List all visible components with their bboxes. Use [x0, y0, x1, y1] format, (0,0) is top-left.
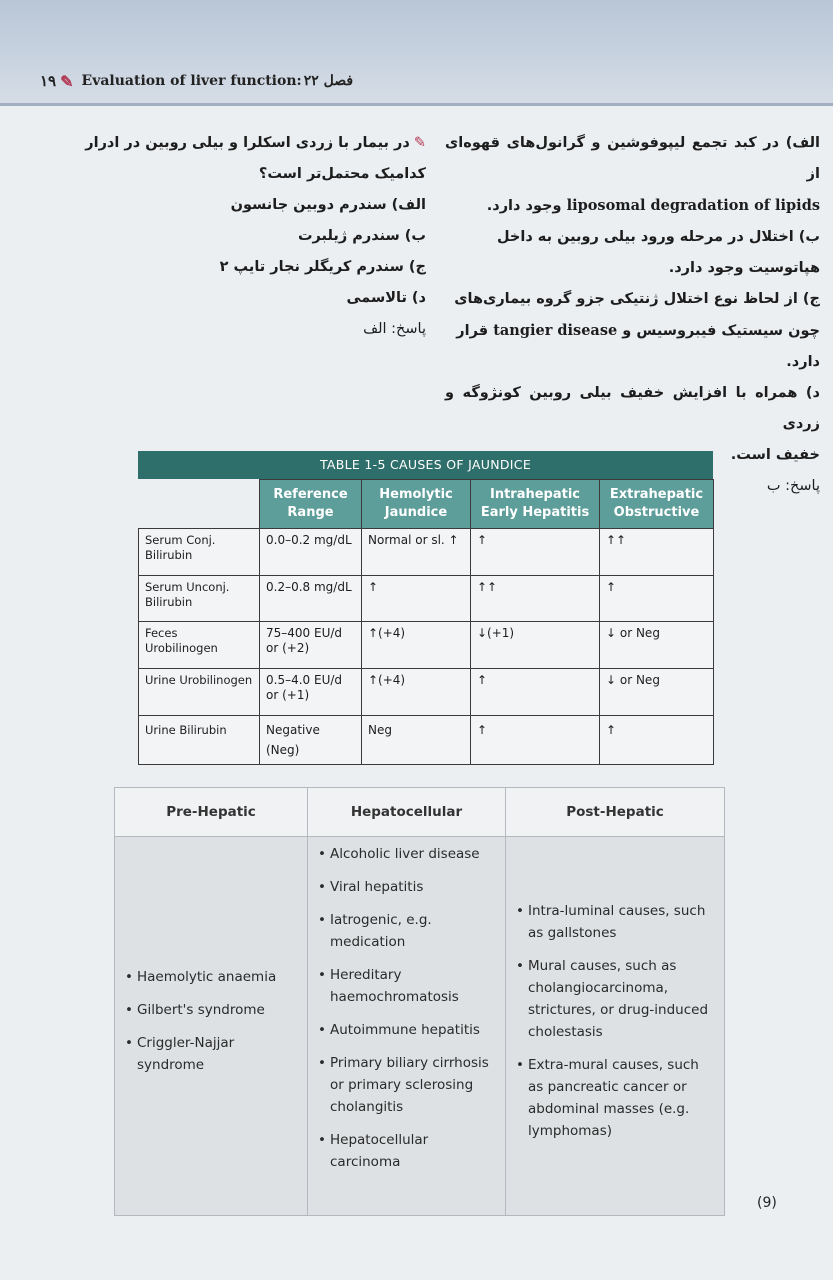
list-item: • Iatrogenic, e.g. medication: [316, 909, 497, 953]
row-label: Urine Bilirubin: [139, 716, 260, 765]
causes-of-jaundice-table: [138, 451, 713, 765]
option-c: ج) از لحاظ نوع اختلال ژنتیکی جزو گروه بیماری‌های چون سیستیک فیبروسیس و tangier disease قرار دارد.: [454, 291, 820, 370]
column-header: Hemolytic Jaundice: [362, 480, 471, 529]
table-cell: 0.5–4.0 EU/d or (+1): [260, 669, 362, 716]
option-a: الف) در کبد تجمع لیپوفوشین و گرانول‌های قهوه‌ای از liposomal degradation of lipids وجود دارد.: [445, 135, 820, 214]
table-row: [139, 529, 714, 576]
option-d: د) تالاسمی: [346, 290, 426, 306]
page-number: ۱۹: [40, 72, 57, 90]
header-rule: [0, 103, 833, 106]
table-cell: Normal or sl. ↑: [362, 529, 471, 576]
column-header: Intrahepatic Early Hepatitis: [471, 480, 600, 529]
question-stem: ✎در بیمار با زردی اسکلرا و بیلی روبین در ادرار کدامیک محتمل‌تر است؟: [85, 135, 426, 182]
option-a: الف) سندرم دوبین جانسون: [230, 197, 426, 213]
table-cell: 0.2–0.8 mg/dL: [260, 576, 362, 622]
table-row: [139, 716, 714, 765]
list-item: • Primary biliary cirrhosis or primary sclerosing cholangitis: [316, 1052, 497, 1118]
option-c: ج) سندرم کریگلر نجار تایپ ۲: [219, 259, 426, 275]
table-cell: Negative (Neg): [260, 716, 362, 765]
figure-number: (9): [757, 1195, 777, 1211]
running-header: [40, 66, 460, 96]
list-item: • Gilbert's syndrome: [123, 999, 299, 1021]
table-row: [139, 669, 714, 716]
table-cell: ↑: [600, 716, 714, 765]
column-header: Hepatocellular: [308, 788, 506, 837]
table-cell: 0.0–0.2 mg/dL: [260, 529, 362, 576]
table-cell: ↑↑: [471, 576, 600, 622]
jaundice-causes-figure: [114, 787, 724, 1216]
latin-term: liposomal degradation of lipids: [566, 197, 820, 214]
question-options-right-column: [445, 128, 820, 502]
list-item: • Alcoholic liver disease: [316, 843, 497, 865]
table-cell: ↓ or Neg: [600, 622, 714, 669]
post-hepatic-cell: [506, 837, 725, 1216]
table-title: TABLE 1-5 CAUSES OF JAUNDICE: [138, 451, 713, 479]
list-item: • Extra-mural causes, such as pancreatic cancer or abdominal masses (e.g. lymphomas): [514, 1054, 716, 1142]
bird-icon: ✎: [60, 71, 74, 91]
table-cell: ↑: [471, 716, 600, 765]
chapter-title: Evaluation of liver function:: [81, 73, 302, 89]
table-cell: ↑↑: [600, 529, 714, 576]
table-row: [139, 576, 714, 622]
answer-text: پاسخ: ب: [766, 478, 820, 494]
column-header: Pre-Hepatic: [115, 788, 308, 837]
column-header: Reference Range: [260, 480, 362, 529]
list-item: • Autoimmune hepatitis: [316, 1019, 497, 1041]
table-cell: 75–400 EU/d or (+2): [260, 622, 362, 669]
list-item: • Intra-luminal causes, such as gallstones: [514, 900, 716, 944]
pre-hepatic-cell: [115, 837, 308, 1216]
list-item: • Criggler-Najjar syndrome: [123, 1032, 299, 1076]
table-cell: ↑(+4): [362, 669, 471, 716]
option-b: ب) سندرم ژیلبرت: [297, 228, 426, 244]
option-b: ب) اختلال در مرحله ورود بیلی روبین به داخل هپاتوسیت وجود دارد.: [496, 229, 820, 276]
chapter-label: فصل ۲۲: [303, 73, 354, 89]
table-cell: ↑: [471, 529, 600, 576]
row-label: Feces Urobilinogen: [139, 622, 260, 669]
table-cell: ↑: [471, 669, 600, 716]
table-cell: ↑: [362, 576, 471, 622]
list-item: • Haemolytic anaemia: [123, 966, 299, 988]
table-cell: ↓ or Neg: [600, 669, 714, 716]
latin-term: tangier disease: [493, 322, 618, 339]
hepatocellular-cell: [308, 837, 506, 1216]
pen-icon: ✎: [413, 135, 426, 151]
answer-text: پاسخ: الف: [363, 321, 426, 337]
table-cell: ↓(+1): [471, 622, 600, 669]
list-item: • Viral hepatitis: [316, 876, 497, 898]
table-cell: Neg: [362, 716, 471, 765]
list-item: • Mural causes, such as cholangiocarcinoma, strictures, or drug-induced cholestasis: [514, 955, 716, 1043]
column-header: Extrahepatic Obstructive: [600, 480, 714, 529]
table-cell: ↑: [600, 576, 714, 622]
row-label: Serum Unconj. Bilirubin: [139, 576, 260, 622]
question-left-column: [50, 128, 426, 345]
table-row: [139, 622, 714, 669]
table-corner: [139, 480, 260, 529]
list-item: • Hereditary haemochromatosis: [316, 964, 497, 1008]
row-label: Urine Urobilinogen: [139, 669, 260, 716]
row-label: Serum Conj. Bilirubin: [139, 529, 260, 576]
list-item: • Hepatocellular carcinoma: [316, 1129, 497, 1173]
option-d: د) همراه با افزایش خفیف بیلی روبین کونژوگه و زردی خفیف است.: [445, 385, 820, 463]
column-header: Post-Hepatic: [506, 788, 725, 837]
table-cell: ↑(+4): [362, 622, 471, 669]
